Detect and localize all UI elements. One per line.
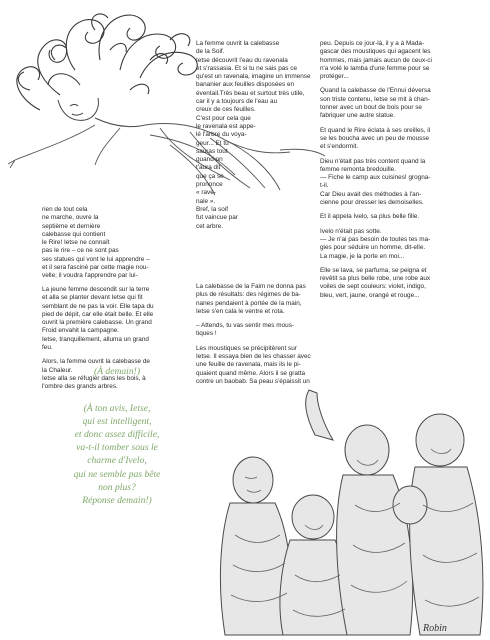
child-head-center-left xyxy=(292,495,334,539)
story-paragraph: Dieu n'était pas très content quand la femme remonta bredouille. — Fiche le camp aux cuisines! grogna- t-il. Car Dieu avait des méthodes à l'an- cienne pour dresser les demoiselles. xyxy=(320,157,431,207)
story-paragraph: Et il appela Ivelo, sa plus belle fille. xyxy=(320,213,420,221)
story-paragraph: – Attends, tu vas sentir mes mous- tiques ! xyxy=(196,322,295,338)
story-paragraph: Ivelo n'était pas sotte. — Je n'ai pas besoin de toutes tes ma- gies pour séduire un homme, dit-elle. La magie, je la porte en moi... xyxy=(320,227,431,260)
story-paragraph: Quand la calebasse de l'Ennui déversa son triste contenu, Ietse se mit à chan- tonner avec un bout de bois pour se fabriquer une autre statue. xyxy=(320,87,431,120)
story-paragraph: Et quand le Rire éclata à ses oreilles, il se les boucha avec un peu de mousse et s'endormit. xyxy=(320,126,431,151)
middle-top-column xyxy=(196,40,312,237)
child-head-right xyxy=(416,414,464,466)
middle-bottom-column xyxy=(196,283,312,392)
story-paragraph: La femme ouvrit la calebasse de la Soif. Ietse découvrit l'eau du ravenala et s'rassasia. Et si tu ne sais pas ce qu'est un ravenala, imagine un immense bananier aux feuilles disposées en éventail.Très beau et surtout très utile, car il y a toujours de l'eau au creux de ces feuilles. C'est pour cela que le ravenala est appe- lé l'arbre du voya- geur... Et tu sauras tout quand on t'aura dit que ça se prononce « rave- nale ». Bref, la soif fut vaincue par cet arbre. xyxy=(196,40,311,230)
story-paragraph: Les moustiques se précipitèrent sur Ietse. Il essaya bien de les chasser avec une feuille de ravenala, mais ils le pi- quaient quand même. Alors il se gratta contre un baobab. Sa peau s'épaissit un xyxy=(196,344,311,385)
girl-face xyxy=(58,98,140,127)
question-sidebar xyxy=(42,352,192,520)
story-paragraph: La jeune femme descendit sur la terre et alla se planter devant Ietse qui fit semblant de ne pas la voir. Elle tapa du pied de dépit, car elle était belle. Et elle ouvrit la première calebasse. Un grand Froid envahit la campagne. Ietse, tranquillement, alluma un grand feu. xyxy=(42,286,154,352)
story-paragraph: rien de tout cela ne marche, ouvre la septième et dernière calebasse qui contient le Rire! Ietse ne connaît pas le rire – ce ne sont pas ses statues qui vont le lui apprendre – et il sera fasciné par cette magie nou- velle; il voudra l'apprendre par lui- xyxy=(42,206,150,280)
story-paragraph: La calebasse de la Faim ne donna pas plus de résultats: des régimes de ba- nanes pendaient à portée de la main, Ietse s'en cala le ventre et rota. xyxy=(196,283,306,315)
sidebar-text: (À ton avis, Ietse, qui est intelligent, et donc assez difficile, va-t-il tomber sous le charme d'Ivelo, qui ne semble pas bête non plus? Réponse demain!) xyxy=(73,402,161,507)
curly-hair xyxy=(17,14,197,110)
artist-signature: Robin xyxy=(423,623,447,634)
upper-left-column xyxy=(42,206,182,287)
sidebar-heading: (À demain!) xyxy=(93,366,141,378)
children-illustration xyxy=(205,385,490,640)
child-head-center xyxy=(345,425,389,475)
raised-arm xyxy=(306,390,333,440)
story-paragraph: Elle se lava, se parfuma, se peigna et revêtit sa plus belle robe, une robe aux voiles de sept couleurs: violet, indigo, bleu, vert, jaune, orangé et rouge... xyxy=(320,266,431,299)
child-head-right-small xyxy=(393,486,427,524)
right-column xyxy=(320,40,460,306)
story-paragraph: peu. Depuis ce jour-là, il y a à Mada- gascar des moustiques qui agacent les hommes, mais jamais aucun de ceux-ci n'a volé le lamba d'une femme pour se protéger... xyxy=(320,40,432,81)
story-paragraph: Alors, la femme ouvrit la calebasse de la Chaleur. Ietse alla se réfugier dans les bois, à l'ombre des grands arbres. xyxy=(42,358,150,391)
child-head-left xyxy=(233,457,273,503)
